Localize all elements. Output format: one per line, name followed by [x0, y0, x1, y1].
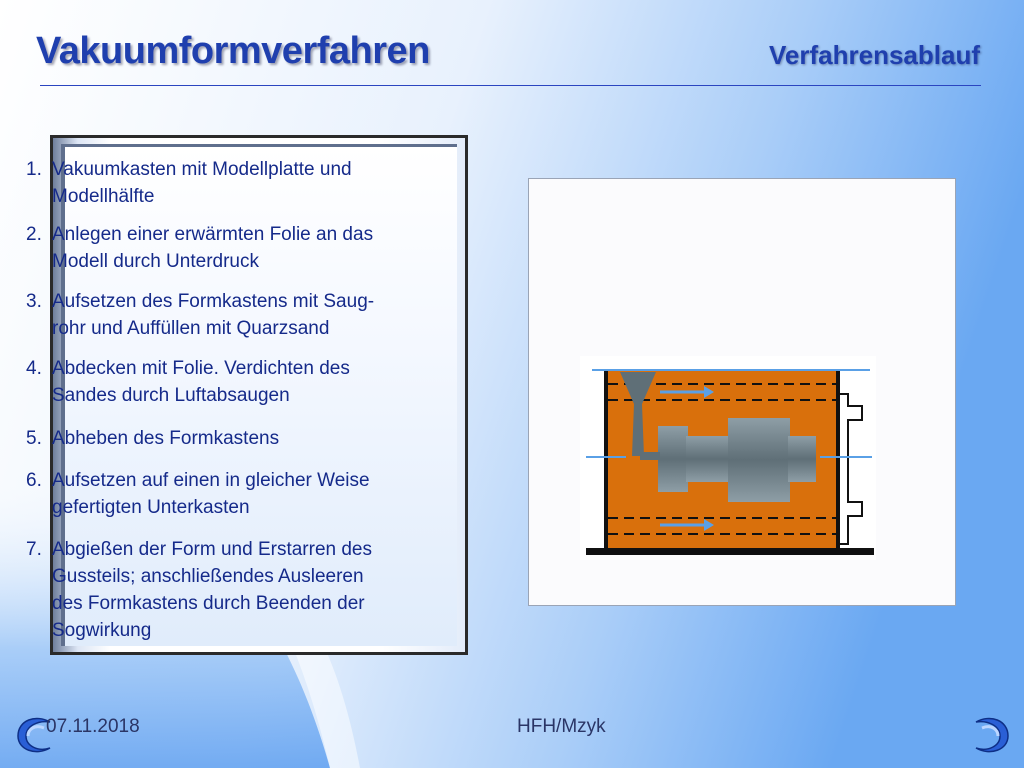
casting-part: [658, 426, 688, 492]
casting-part: [728, 418, 790, 502]
step-item-1: [26, 156, 396, 210]
runner: [640, 452, 660, 460]
footer-author: HFH/Mzyk: [517, 716, 606, 737]
footer-date: 07.11.2018: [46, 716, 140, 737]
step-item-5: [26, 425, 396, 452]
step-text: Anlegen einer erwärmten Folie an das Modell durch Unterdruck: [52, 224, 374, 272]
step-text: Vakuumkasten mit Modellplatte und Modellhälfte: [52, 159, 352, 207]
step-item-6: [26, 467, 396, 521]
section-subtitle: Verfahrensablauf: [769, 40, 980, 70]
step-number: 1.: [26, 159, 42, 180]
step-item-2: [26, 221, 396, 275]
casting-part: [788, 436, 816, 482]
base-plate: [586, 548, 874, 555]
page-title: Vakuumformverfahren: [36, 30, 430, 72]
step-number: 3.: [26, 291, 42, 312]
step-item-7: [26, 536, 396, 644]
step-text: Aufsetzen auf einen in gleicher Weise gefertigten Unterkasten: [52, 470, 370, 518]
swirl-forward-icon[interactable]: [968, 714, 1012, 756]
step-number: 5.: [26, 428, 42, 449]
step-number: 7.: [26, 539, 42, 560]
step-text: Abdecken mit Folie. Verdichten des Sandes durch Luftabsaugen: [52, 358, 350, 406]
step-number: 2.: [26, 224, 42, 245]
step-number: 4.: [26, 358, 42, 379]
step-text: Aufsetzen des Formkastens mit Saug-rohr und Auffüllen mit Quarzsand: [52, 291, 375, 339]
mold-cross-section-diagram: [580, 356, 876, 560]
step-text: Abheben des Formkastens: [52, 428, 280, 449]
header-divider: [40, 85, 981, 86]
casting-part: [686, 436, 732, 482]
step-number: 6.: [26, 470, 42, 491]
step-item-4: [26, 355, 396, 409]
step-item-3: [26, 288, 396, 342]
flask-wall-left: [604, 370, 608, 550]
flask-wall-right: [836, 370, 840, 550]
step-text: Abgießen der Form und Erstarren des Gussteils; anschließendes Ausleeren des Formkastens durch Beenden der Sogwirkung: [52, 539, 372, 641]
